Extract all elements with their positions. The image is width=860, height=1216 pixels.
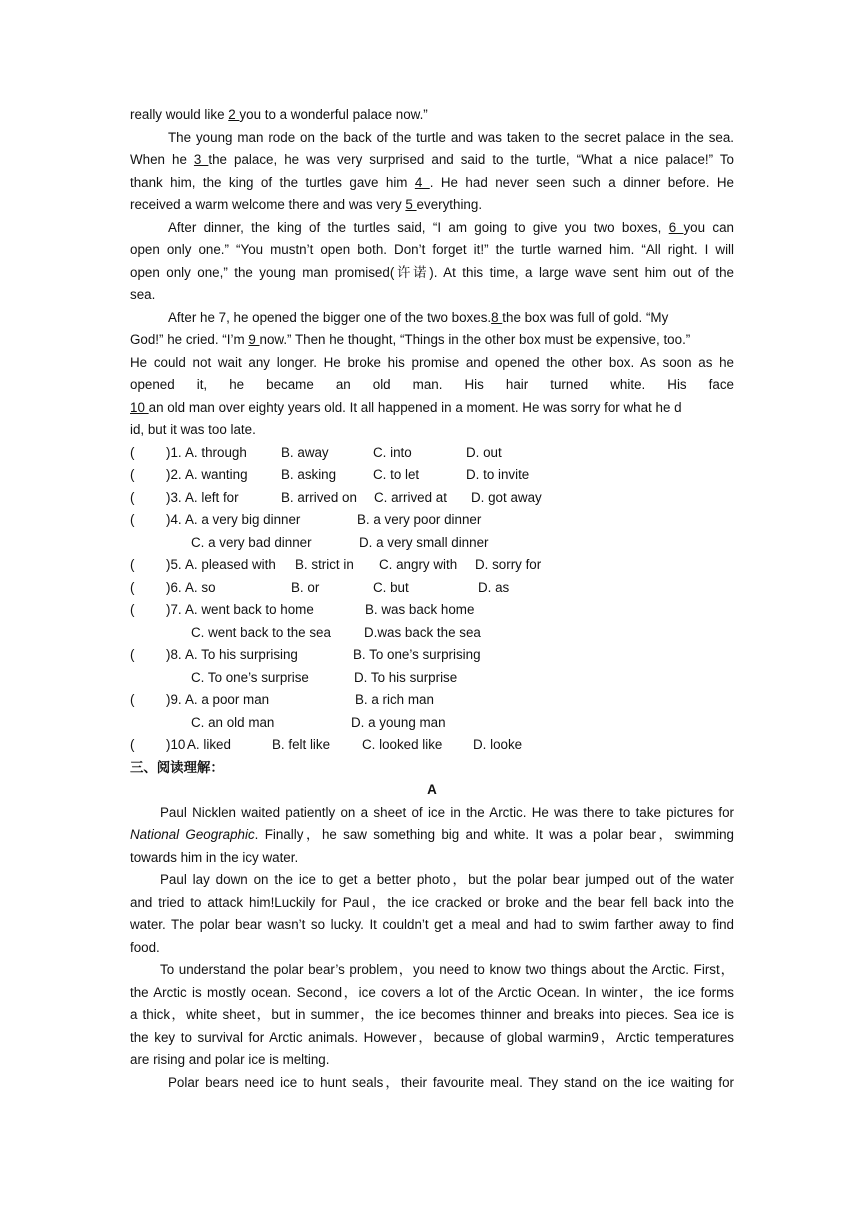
- passage-label: A: [427, 782, 437, 797]
- passage-line: open only one.” “You mustn’t open both. Don’t forget it!” the turtle warned him. “All right. I will: [130, 242, 734, 257]
- question-5: ( )5. A. pleased with B. strict in C. angry with D. sorry for: [130, 557, 542, 572]
- blank-6: 6: [668, 219, 684, 235]
- blank-3: 3: [193, 152, 209, 167]
- question-8: ( )8. A. To his surprising B. To one’s surprising: [130, 647, 481, 662]
- question-9: ( )9. A. a poor man B. a rich man: [130, 692, 434, 707]
- passage-line: thank him, the king of the turtles gave him 4 . He had never seen such a dinner before. He: [130, 174, 734, 190]
- question-10: ( )10 A. liked B. felt like C. looked like D. looke: [130, 737, 523, 752]
- blank-4: 4: [414, 174, 430, 190]
- reading-line: the key to survival for Arctic animals. However，because of global warmin9，Arctic temperatures: [130, 1029, 734, 1045]
- blank-8: 8: [491, 309, 503, 325]
- passage-line: received a warm welcome there and was very 5 everything.: [130, 197, 483, 212]
- question-3: ( )3. A. left for B. arrived on C. arrived at D. got away: [130, 489, 542, 505]
- question-1: ( )1. A. through B. away C. into D. out: [130, 444, 502, 460]
- reading-line: To understand the polar bear’s problem，you need to know two things about the Arctic. First，: [160, 962, 734, 977]
- blank-7: 7: [218, 309, 227, 325]
- blank-10: 10: [130, 399, 149, 415]
- reading-line: Paul Nicklen waited patiently on a sheet of ice in the Arctic. He was there to take pictures for: [160, 804, 734, 820]
- passage-line: really would like 2 you to a wonderful palace now.”: [130, 107, 428, 122]
- reading-line: Paul lay down on the ice to get a better photo，but the polar bear jumped out of the water: [160, 872, 734, 887]
- blank-9: 9: [248, 332, 260, 347]
- blank-2: 2: [228, 107, 240, 122]
- question-4-line-2: C. a very bad dinner D. a very small dinner: [191, 534, 489, 550]
- reading-line: are rising and polar ice is melting.: [130, 1052, 330, 1067]
- question-7: ( )7. A. went back to home B. was back home: [130, 602, 475, 617]
- reading-line: water. The polar bear wasn’t so lucky. It couldn’t get a meal and had to swim farther away to find: [130, 917, 734, 932]
- reading-line: food.: [130, 939, 160, 955]
- passage-line: After dinner, the king of the turtles said, “I am going to give you two boxes, 6 you can: [168, 219, 734, 235]
- question-2: ( )2. A. wanting B. asking C. to let D. to invite: [130, 467, 530, 482]
- magazine-title: National Geographic: [130, 827, 255, 842]
- section-heading: 三、阅读理解：: [130, 759, 224, 775]
- passage-line: When he 3 the palace, he was very surprised and said to the turtle, “What a nice palace!” To: [130, 152, 734, 167]
- passage-line: id, but it was too late.: [130, 422, 256, 437]
- passage-line: opened it, he became an old man. His hair turned white. His face: [130, 377, 734, 392]
- question-7-line-2: C. went back to the sea D.was back the sea: [191, 624, 481, 640]
- blank-5: 5: [405, 197, 417, 212]
- passage-line: open only one,” the young man promised(许诺). At this time, a large wave sent him out of the: [130, 264, 734, 280]
- passage-line: 10 an old man over eighty years old. It all happened in a moment. He was sorry for what he d: [130, 399, 682, 415]
- passage-line: God!” he cried. “I’m 9 now.” Then he thought, “Things in the other box must be expensive, too.”: [130, 332, 691, 347]
- reading-line: and tried to attack him!Luckily for Paul，the ice cracked or broke and the bear fell back into the: [130, 894, 734, 910]
- reading-line: towards him in the icy water.: [130, 849, 299, 865]
- question-9-line-2: C. an old man D. a young man: [191, 714, 446, 730]
- reading-line: a thick，white sheet，but in summer，the ice becomes thinner and breaks into pieces. Sea ice is: [130, 1007, 734, 1022]
- passage-line: The young man rode on the back of the turtle and was taken to the secret palace in the sea.: [168, 129, 734, 145]
- question-list: [130, 442, 734, 757]
- reading-line: Polar bears need ice to hunt seals，their favourite meal. They stand on the ice waiting for: [168, 1074, 734, 1090]
- passage-line: After he 7, he opened the bigger one of the two boxes.8 the box was full of gold. “My: [168, 309, 669, 325]
- passage-line: He could not wait any longer. He broke his promise and opened the other box. As soon as he: [130, 354, 734, 370]
- question-6: ( )6. A. so B. or C. but D. as: [130, 579, 510, 595]
- reading-line: the Arctic is mostly ocean. Second，ice covers a lot of the Arctic Ocean. In winter，the ice forms: [130, 984, 734, 1000]
- question-8-line-2: C. To one’s surprise D. To his surprise: [191, 669, 458, 685]
- passage-line: sea.: [130, 287, 156, 302]
- reading-line: National Geographic. Finally，he saw something big and white. It was a polar bear，swimming: [130, 827, 734, 842]
- question-4: ( )4. A. a very big dinner B. a very poor dinner: [130, 512, 482, 527]
- document-content: [130, 104, 734, 1094]
